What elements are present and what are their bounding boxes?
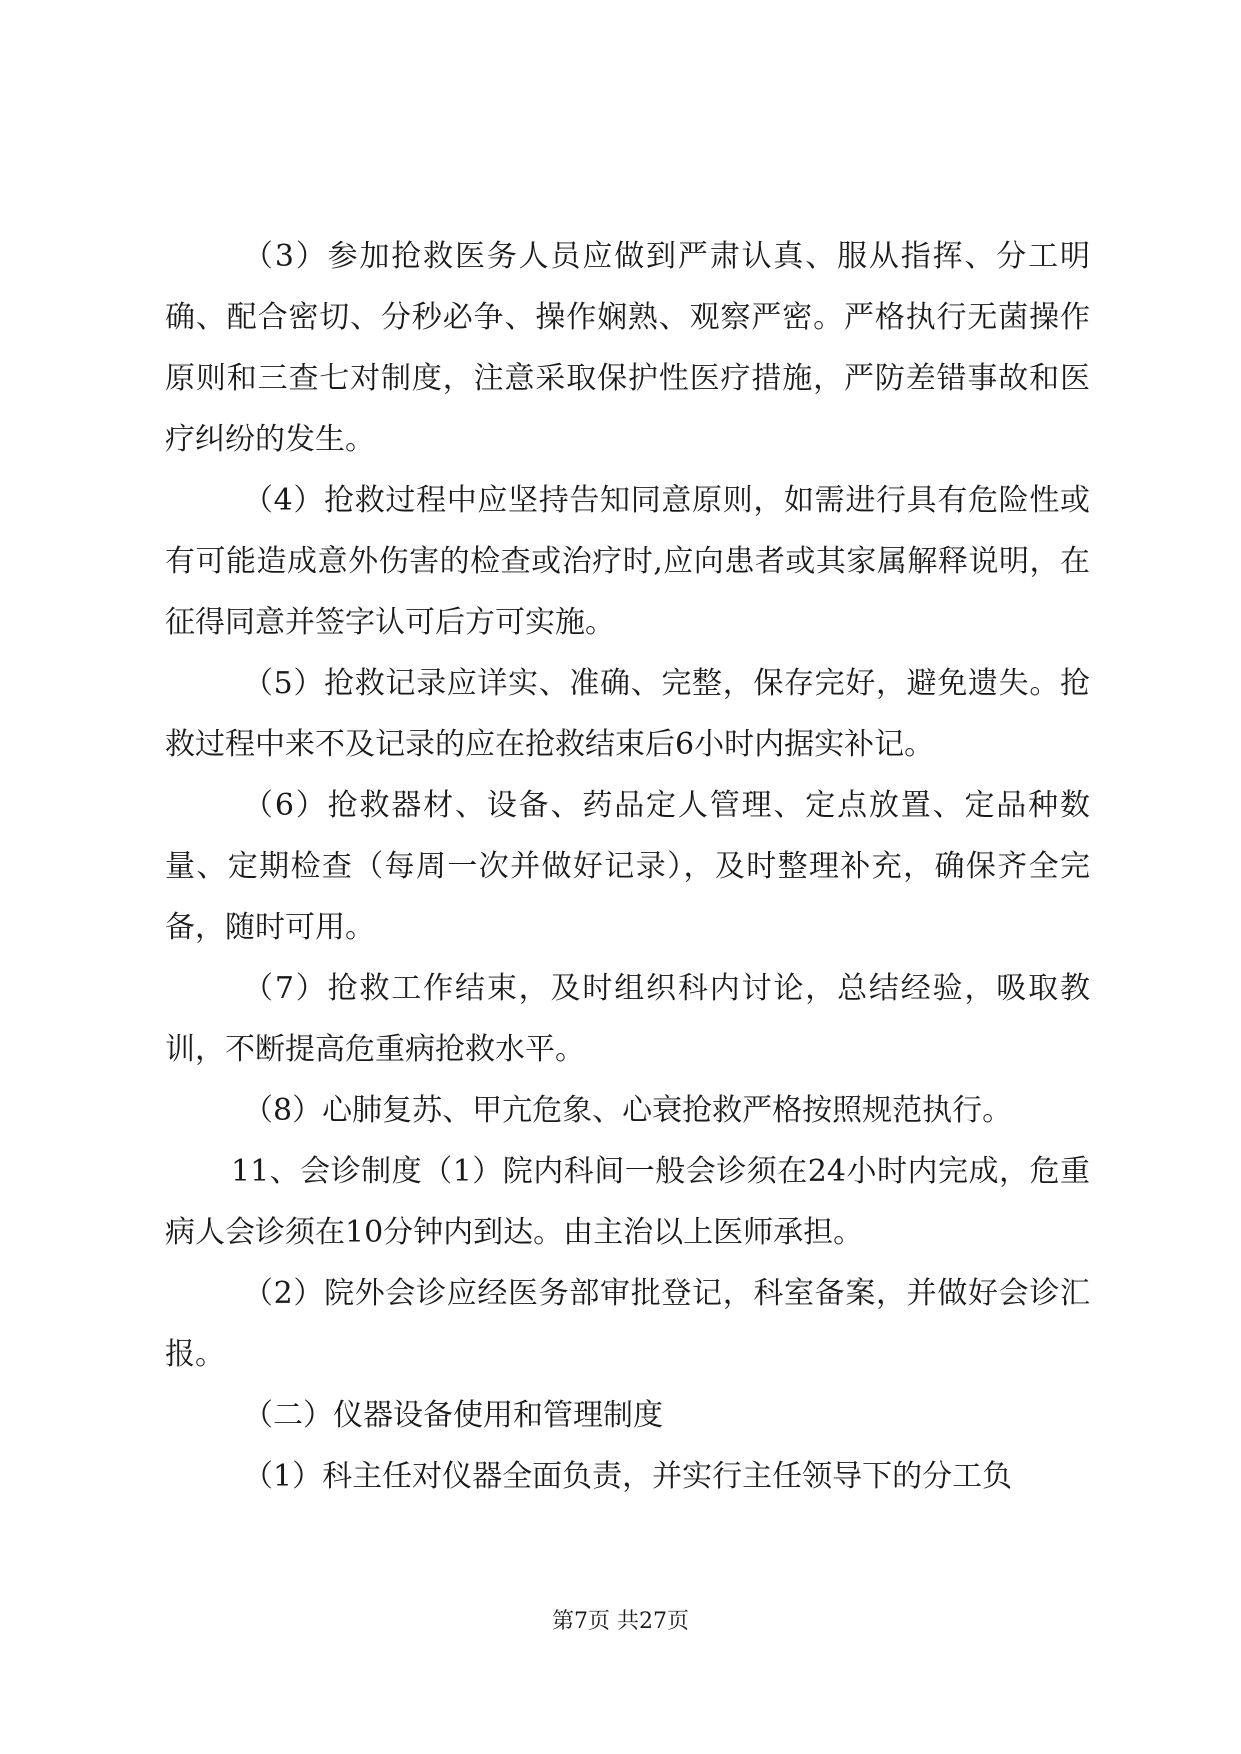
paragraph-equipment-1: （1）科主任对仪器全面负责，并实行主任领导下的分工负 [243,1459,1013,1494]
paragraph-rescue-6: （6）抢救器材、设备、药品定人管理、定点放置、定品种数量、定期检查（每周一次并做好记录），及时整理补充，确保齐全完备，随时可用。 [165,788,1090,945]
paragraph-rescue-5: （5）抢救记录应详实、准确、完整，保存完好，避免遗失。抢救过程中来不及记录的应在抢救结束后6小时内据实补记。 [165,666,1090,762]
paragraph-consultation-2: （2）院外会诊应经医务部审批登记，科室备案，并做好会诊汇报。 [165,1276,1090,1372]
paragraph-rescue-3: （3）参加抢救医务人员应做到严肃认真、服从指挥、分工明确、配合密切、分秒必争、操作娴熟、观察严密。严格执行无菌操作原则和三查七对制度，注意采取保护性医疗措施，严防差错事故和医疗纠纷的发生。 [165,239,1090,457]
paragraph-rescue-7: （7）抢救工作结束，及时组织科内讨论，总结经验，吸取教训，不断提高危重病抢救水平。 [165,971,1090,1067]
paragraph-consultation-1: 11、会诊制度（1）院内科间一般会诊须在24小时内完成，危重病人会诊须在10分钟内到达。由主治以上医师承担。 [165,1154,1090,1250]
document-body [165,226,1090,1507]
section-heading-equipment: （二）仪器设备使用和管理制度 [243,1398,663,1433]
paragraph-rescue-4: （4）抢救过程中应坚持告知同意原则，如需进行具有危险性或有可能造成意外伤害的检查或治疗时,应向患者或其家属解释说明，在征得同意并签字认可后方可实施。 [165,483,1090,640]
paragraph-rescue-8: （8）心肺复苏、甲亢危象、心衰抢救严格按照规范执行。 [243,1093,1013,1128]
page-number-footer: 第7页 共27页 [552,1609,689,1634]
